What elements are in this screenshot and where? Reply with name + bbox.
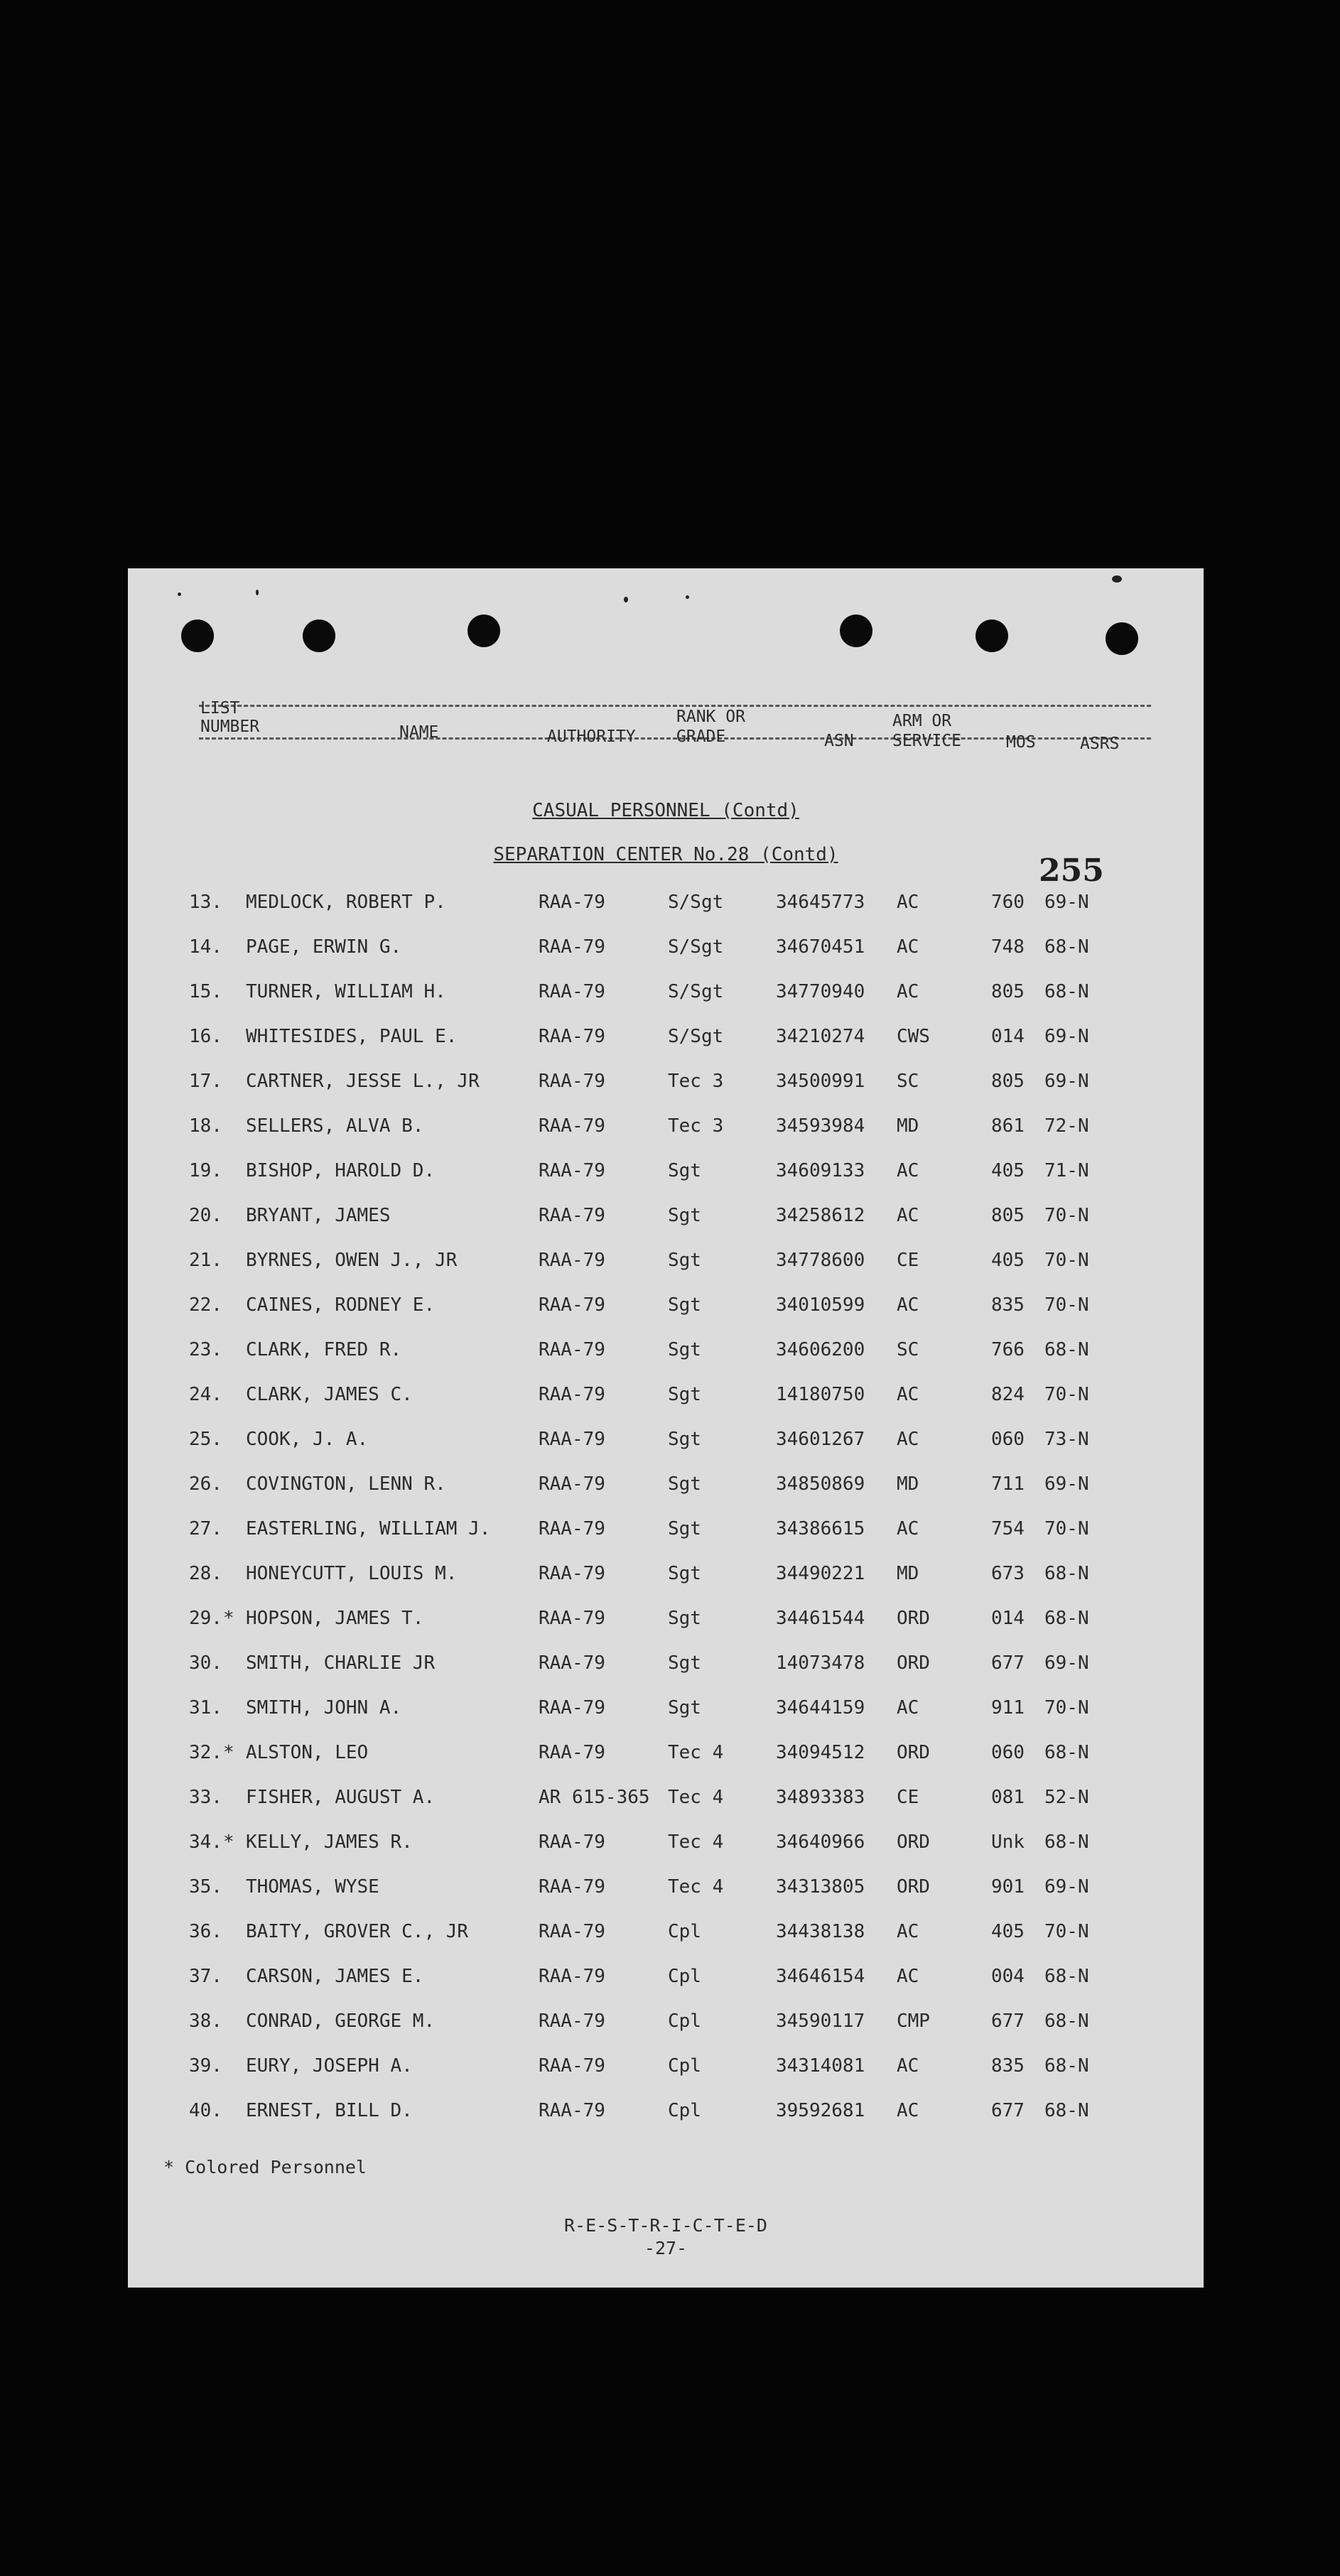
asn: 34593984 — [776, 1115, 865, 1137]
arm-service: MD — [897, 1115, 919, 1137]
asn: 34438138 — [776, 1921, 865, 1942]
person-name: CONRAD, GEORGE M. — [246, 2011, 436, 2032]
authority: RAA-79 — [539, 892, 605, 913]
person-name: HONEYCUTT, LOUIS M. — [246, 1563, 458, 1584]
person-name: CARSON, JAMES E. — [246, 1966, 424, 1987]
table-row — [128, 2011, 1204, 2055]
rank-grade: Tec 3 — [668, 1115, 724, 1137]
asn: 34500991 — [776, 1071, 865, 1092]
authority: RAA-79 — [539, 1742, 605, 1763]
colored-marker: * — [223, 1831, 234, 1853]
asn: 34210274 — [776, 1026, 865, 1047]
authority: RAA-79 — [539, 1250, 605, 1271]
mos: 711 — [991, 1473, 1025, 1495]
authority: RAA-79 — [539, 1429, 605, 1450]
table-row — [128, 1563, 1204, 1608]
list-number: 38. — [189, 2011, 222, 2032]
table-row — [128, 1429, 1204, 1473]
arm-service: ORD — [897, 1876, 930, 1898]
colored-marker: * — [223, 1608, 234, 1629]
mos: 060 — [991, 1429, 1025, 1450]
asn: 34640966 — [776, 1831, 865, 1853]
table-row — [128, 1250, 1204, 1294]
authority: RAA-79 — [539, 1563, 605, 1584]
authority: RAA-79 — [539, 2011, 605, 2032]
asrs: 69-N — [1044, 892, 1089, 913]
asrs: 68-N — [1044, 981, 1089, 1002]
person-name: HOPSON, JAMES T. — [246, 1608, 424, 1629]
arm-service: MD — [897, 1473, 919, 1495]
asn: 34258612 — [776, 1205, 865, 1226]
authority: RAA-79 — [539, 2100, 605, 2121]
table-row — [128, 1697, 1204, 1742]
rank-grade: Sgt — [668, 1473, 701, 1495]
authority: RAA-79 — [539, 1697, 605, 1719]
table-row — [128, 1742, 1204, 1787]
asrs: 69-N — [1044, 1876, 1089, 1898]
person-name: EASTERLING, WILLIAM J. — [246, 1518, 491, 1539]
header-asrs: ASRS — [1080, 735, 1120, 753]
rank-grade: Sgt — [668, 1429, 701, 1450]
mos: Unk — [991, 1831, 1025, 1853]
table-row — [128, 2055, 1204, 2100]
table-row — [128, 1384, 1204, 1429]
rank-grade: Sgt — [668, 1294, 701, 1316]
rank-grade: Sgt — [668, 1563, 701, 1584]
rank-grade: Cpl — [668, 2011, 701, 2032]
asn: 14073478 — [776, 1652, 865, 1674]
authority: RAA-79 — [539, 2055, 605, 2077]
list-number: 18. — [189, 1115, 222, 1137]
mos: 081 — [991, 1787, 1025, 1808]
rank-grade: S/Sgt — [668, 936, 724, 958]
list-number: 33. — [189, 1787, 222, 1808]
document-page — [128, 568, 1204, 2288]
asrs: 69-N — [1044, 1652, 1089, 1674]
arm-service: AC — [897, 1429, 919, 1450]
punch-hole — [303, 619, 335, 652]
header-rank-line1: RANK OR — [676, 708, 745, 726]
list-number: 30. — [189, 1652, 222, 1674]
column-header — [199, 699, 1151, 767]
asrs: 68-N — [1044, 2055, 1089, 2077]
authority: RAA-79 — [539, 1026, 605, 1047]
header-asn: ASN — [824, 732, 854, 750]
rank-grade: Tec 4 — [668, 1742, 724, 1763]
header-arm-line2: SERVICE — [892, 732, 961, 750]
list-number: 23. — [189, 1339, 222, 1360]
asrs: 69-N — [1044, 1026, 1089, 1047]
speck — [686, 595, 689, 599]
asn: 34461544 — [776, 1608, 865, 1629]
speck — [1112, 575, 1122, 583]
person-name: CARTNER, JESSE L., JR — [246, 1071, 480, 1092]
asrs: 52-N — [1044, 1787, 1089, 1808]
table-row — [128, 1205, 1204, 1250]
table-row — [128, 1339, 1204, 1384]
person-name: WHITESIDES, PAUL E. — [246, 1026, 458, 1047]
punch-hole — [976, 619, 1008, 652]
mos: 835 — [991, 1294, 1025, 1316]
asrs: 70-N — [1044, 1205, 1089, 1226]
header-name: NAME — [399, 723, 439, 742]
asrs: 70-N — [1044, 1518, 1089, 1539]
asn: 34094512 — [776, 1742, 865, 1763]
arm-service: AC — [897, 1160, 919, 1181]
mos: 405 — [991, 1250, 1025, 1271]
person-name: BYRNES, OWEN J., JR — [246, 1250, 458, 1271]
punch-hole — [468, 615, 500, 647]
person-name: MEDLOCK, ROBERT P. — [246, 892, 446, 913]
list-number: 31. — [189, 1697, 222, 1719]
arm-service: AC — [897, 2055, 919, 2077]
mos: 760 — [991, 892, 1025, 913]
arm-service: CE — [897, 1787, 919, 1808]
arm-service: CMP — [897, 2011, 930, 2032]
rank-grade: Cpl — [668, 1966, 701, 1987]
punch-hole — [181, 619, 214, 652]
table-row — [128, 1294, 1204, 1339]
rank-grade: S/Sgt — [668, 892, 724, 913]
arm-service: SC — [897, 1339, 919, 1360]
header-rank-line2: GRADE — [676, 727, 726, 746]
person-name: CLARK, FRED R. — [246, 1339, 402, 1360]
person-name: CAINES, RODNEY E. — [246, 1294, 436, 1316]
asn: 34644159 — [776, 1697, 865, 1719]
asrs: 68-N — [1044, 1339, 1089, 1360]
list-number: 27. — [189, 1518, 222, 1539]
person-name: SELLERS, ALVA B. — [246, 1115, 424, 1137]
mos: 754 — [991, 1518, 1025, 1539]
asn: 34010599 — [776, 1294, 865, 1316]
arm-service: CE — [897, 1250, 919, 1271]
authority: RAA-79 — [539, 1473, 605, 1495]
mos: 677 — [991, 2011, 1025, 2032]
mos: 766 — [991, 1339, 1025, 1360]
table-row — [128, 1160, 1204, 1205]
rank-grade: Sgt — [668, 1608, 701, 1629]
authority: RAA-79 — [539, 1339, 605, 1360]
rank-grade: Cpl — [668, 1921, 701, 1942]
asrs: 68-N — [1044, 1563, 1089, 1584]
header-list-number-line2: NUMBER — [200, 718, 260, 736]
table-row — [128, 1518, 1204, 1563]
list-number: 25. — [189, 1429, 222, 1450]
asn: 34590117 — [776, 2011, 865, 2032]
mos: 805 — [991, 981, 1025, 1002]
list-number: 28. — [189, 1563, 222, 1584]
arm-service: ORD — [897, 1742, 930, 1763]
person-name: BAITY, GROVER C., JR — [246, 1921, 469, 1942]
asn: 14180750 — [776, 1384, 865, 1405]
person-name: BISHOP, HAROLD D. — [246, 1160, 436, 1181]
rank-grade: Tec 3 — [668, 1071, 724, 1092]
person-name: PAGE, ERWIN G. — [246, 936, 402, 958]
person-name: SMITH, CHARLIE JR — [246, 1652, 436, 1674]
asn: 34893383 — [776, 1787, 865, 1808]
mos: 861 — [991, 1115, 1025, 1137]
asrs: 70-N — [1044, 1921, 1089, 1942]
asrs: 70-N — [1044, 1697, 1089, 1719]
list-number: 34. — [189, 1831, 222, 1853]
asn: 34606200 — [776, 1339, 865, 1360]
mos: 405 — [991, 1921, 1025, 1942]
authority: RAA-79 — [539, 1071, 605, 1092]
rank-grade: Sgt — [668, 1652, 701, 1674]
asrs: 68-N — [1044, 1831, 1089, 1853]
table-row — [128, 1026, 1204, 1071]
list-number: 16. — [189, 1026, 222, 1047]
personnel-list — [128, 892, 1204, 2145]
authority: RAA-79 — [539, 1876, 605, 1898]
table-row — [128, 1071, 1204, 1115]
authority: RAA-79 — [539, 1294, 605, 1316]
asn: 34386615 — [776, 1518, 865, 1539]
list-number: 21. — [189, 1250, 222, 1271]
asrs: 70-N — [1044, 1384, 1089, 1405]
authority: RAA-79 — [539, 1966, 605, 1987]
table-row — [128, 1921, 1204, 1966]
asn: 34645773 — [776, 892, 865, 913]
authority: RAA-79 — [539, 1831, 605, 1853]
arm-service: AC — [897, 1205, 919, 1226]
header-list-number-line1: LIST — [200, 699, 240, 718]
asrs: 71-N — [1044, 1160, 1089, 1181]
person-name: TURNER, WILLIAM H. — [246, 981, 446, 1002]
authority: RAA-79 — [539, 1652, 605, 1674]
list-number: 14. — [189, 936, 222, 958]
table-row — [128, 936, 1204, 981]
arm-service: AC — [897, 2100, 919, 2121]
section-subtitle: SEPARATION CENTER No.28 (Contd) — [493, 844, 838, 865]
table-row — [128, 1652, 1204, 1697]
rank-grade: Sgt — [668, 1518, 701, 1539]
speck — [624, 597, 628, 602]
asn: 34850869 — [776, 1473, 865, 1495]
arm-service: ORD — [897, 1608, 930, 1629]
rank-grade: Sgt — [668, 1697, 701, 1719]
arm-service: CWS — [897, 1026, 930, 1047]
asrs: 68-N — [1044, 936, 1089, 958]
asrs: 68-N — [1044, 2011, 1089, 2032]
list-number: 32. — [189, 1742, 222, 1763]
asn: 34670451 — [776, 936, 865, 958]
asrs: 68-N — [1044, 1966, 1089, 1987]
person-name: ALSTON, LEO — [246, 1742, 369, 1763]
arm-service: AC — [897, 1518, 919, 1539]
arm-service: AC — [897, 892, 919, 913]
mos: 677 — [991, 1652, 1025, 1674]
asn: 39592681 — [776, 2100, 865, 2121]
mos: 060 — [991, 1742, 1025, 1763]
rank-grade: S/Sgt — [668, 1026, 724, 1047]
list-number: 36. — [189, 1921, 222, 1942]
authority: RAA-79 — [539, 1608, 605, 1629]
mos: 824 — [991, 1384, 1025, 1405]
asrs: 72-N — [1044, 1115, 1089, 1137]
asn: 34609133 — [776, 1160, 865, 1181]
mos: 748 — [991, 936, 1025, 958]
rank-grade: Sgt — [668, 1160, 701, 1181]
list-number: 26. — [189, 1473, 222, 1495]
asrs: 73-N — [1044, 1429, 1089, 1450]
mos: 004 — [991, 1966, 1025, 1987]
mos: 805 — [991, 1071, 1025, 1092]
arm-service: AC — [897, 936, 919, 958]
arm-service: AC — [897, 1697, 919, 1719]
asrs: 70-N — [1044, 1250, 1089, 1271]
rank-grade: Sgt — [668, 1250, 701, 1271]
person-name: COVINGTON, LENN R. — [246, 1473, 446, 1495]
mos: 911 — [991, 1697, 1025, 1719]
table-row — [128, 1831, 1204, 1876]
person-name: ERNEST, BILL D. — [246, 2100, 413, 2121]
arm-service: AC — [897, 1384, 919, 1405]
table-row — [128, 981, 1204, 1026]
speck — [256, 590, 259, 595]
table-row — [128, 1876, 1204, 1921]
punch-hole — [840, 615, 872, 647]
list-number: 29. — [189, 1608, 222, 1629]
mos: 805 — [991, 1205, 1025, 1226]
table-row — [128, 1608, 1204, 1652]
asn: 34313805 — [776, 1876, 865, 1898]
list-number: 39. — [189, 2055, 222, 2077]
asrs: 69-N — [1044, 1473, 1089, 1495]
arm-service: AC — [897, 1966, 919, 1987]
authority: RAA-79 — [539, 1518, 605, 1539]
asn: 34490221 — [776, 1563, 865, 1584]
authority: AR 615-365 — [539, 1787, 650, 1808]
list-number: 20. — [189, 1205, 222, 1226]
person-name: COOK, J. A. — [246, 1429, 369, 1450]
arm-service: ORD — [897, 1652, 930, 1674]
list-number: 15. — [189, 981, 222, 1002]
asn: 34601267 — [776, 1429, 865, 1450]
list-number: 37. — [189, 1966, 222, 1987]
authority: RAA-79 — [539, 1384, 605, 1405]
section-title: CASUAL PERSONNEL (Contd) — [532, 800, 799, 821]
mos: 835 — [991, 2055, 1025, 2077]
authority: RAA-79 — [539, 981, 605, 1002]
authority: RAA-79 — [539, 1115, 605, 1137]
mos: 405 — [991, 1160, 1025, 1181]
person-name: KELLY, JAMES R. — [246, 1831, 413, 1853]
list-number: 35. — [189, 1876, 222, 1898]
rank-grade: Sgt — [668, 1384, 701, 1405]
asn: 34646154 — [776, 1966, 865, 1987]
asn: 34770940 — [776, 981, 865, 1002]
asrs: 68-N — [1044, 1608, 1089, 1629]
arm-service: SC — [897, 1071, 919, 1092]
person-name: THOMAS, WYSE — [246, 1876, 379, 1898]
list-number: 19. — [189, 1160, 222, 1181]
mos: 901 — [991, 1876, 1025, 1898]
arm-service: AC — [897, 1294, 919, 1316]
table-row — [128, 2100, 1204, 2145]
asrs: 70-N — [1044, 1294, 1089, 1316]
footer-classification: R-E-S-T-R-I-C-T-E-D — [564, 2215, 767, 2236]
table-row — [128, 1787, 1204, 1831]
person-name: EURY, JOSEPH A. — [246, 2055, 413, 2077]
list-number: 13. — [189, 892, 222, 913]
rank-grade: Tec 4 — [668, 1876, 724, 1898]
rank-grade: Tec 4 — [668, 1787, 724, 1808]
list-number: 17. — [189, 1071, 222, 1092]
rank-grade: S/Sgt — [668, 981, 724, 1002]
speck — [178, 592, 181, 596]
rank-grade: Cpl — [668, 2100, 701, 2121]
arm-service: AC — [897, 981, 919, 1002]
stamped-number: 255 — [1039, 853, 1104, 889]
asrs: 68-N — [1044, 2100, 1089, 2121]
person-name: BRYANT, JAMES — [246, 1205, 391, 1226]
authority: RAA-79 — [539, 1921, 605, 1942]
table-row — [128, 892, 1204, 936]
person-name: FISHER, AUGUST A. — [246, 1787, 436, 1808]
asn: 34778600 — [776, 1250, 865, 1271]
rank-grade: Cpl — [668, 2055, 701, 2077]
punch-hole — [1106, 622, 1138, 655]
footnote: * Colored Personnel — [163, 2157, 367, 2177]
list-number: 40. — [189, 2100, 222, 2121]
rank-grade: Sgt — [668, 1339, 701, 1360]
asrs: 68-N — [1044, 1742, 1089, 1763]
authority: RAA-79 — [539, 1205, 605, 1226]
authority: RAA-79 — [539, 936, 605, 958]
table-row — [128, 1115, 1204, 1160]
authority: RAA-79 — [539, 1160, 605, 1181]
footer-page-number: -27- — [644, 2238, 688, 2258]
colored-marker: * — [223, 1742, 234, 1763]
rank-grade: Tec 4 — [668, 1831, 724, 1853]
header-authority: AUTHORITY — [547, 727, 636, 746]
table-row — [128, 1966, 1204, 2011]
arm-service: ORD — [897, 1831, 930, 1853]
arm-service: AC — [897, 1921, 919, 1942]
asn: 34314081 — [776, 2055, 865, 2077]
person-name: SMITH, JOHN A. — [246, 1697, 402, 1719]
header-mos: MOS — [1006, 733, 1036, 752]
list-number: 22. — [189, 1294, 222, 1316]
rank-grade: Sgt — [668, 1205, 701, 1226]
mos: 014 — [991, 1608, 1025, 1629]
list-number: 24. — [189, 1384, 222, 1405]
table-row — [128, 1473, 1204, 1518]
mos: 673 — [991, 1563, 1025, 1584]
arm-service: MD — [897, 1563, 919, 1584]
mos: 014 — [991, 1026, 1025, 1047]
mos: 677 — [991, 2100, 1025, 2121]
header-dash-top — [199, 705, 1151, 707]
asrs: 69-N — [1044, 1071, 1089, 1092]
person-name: CLARK, JAMES C. — [246, 1384, 413, 1405]
header-arm-line1: ARM OR — [892, 712, 952, 730]
